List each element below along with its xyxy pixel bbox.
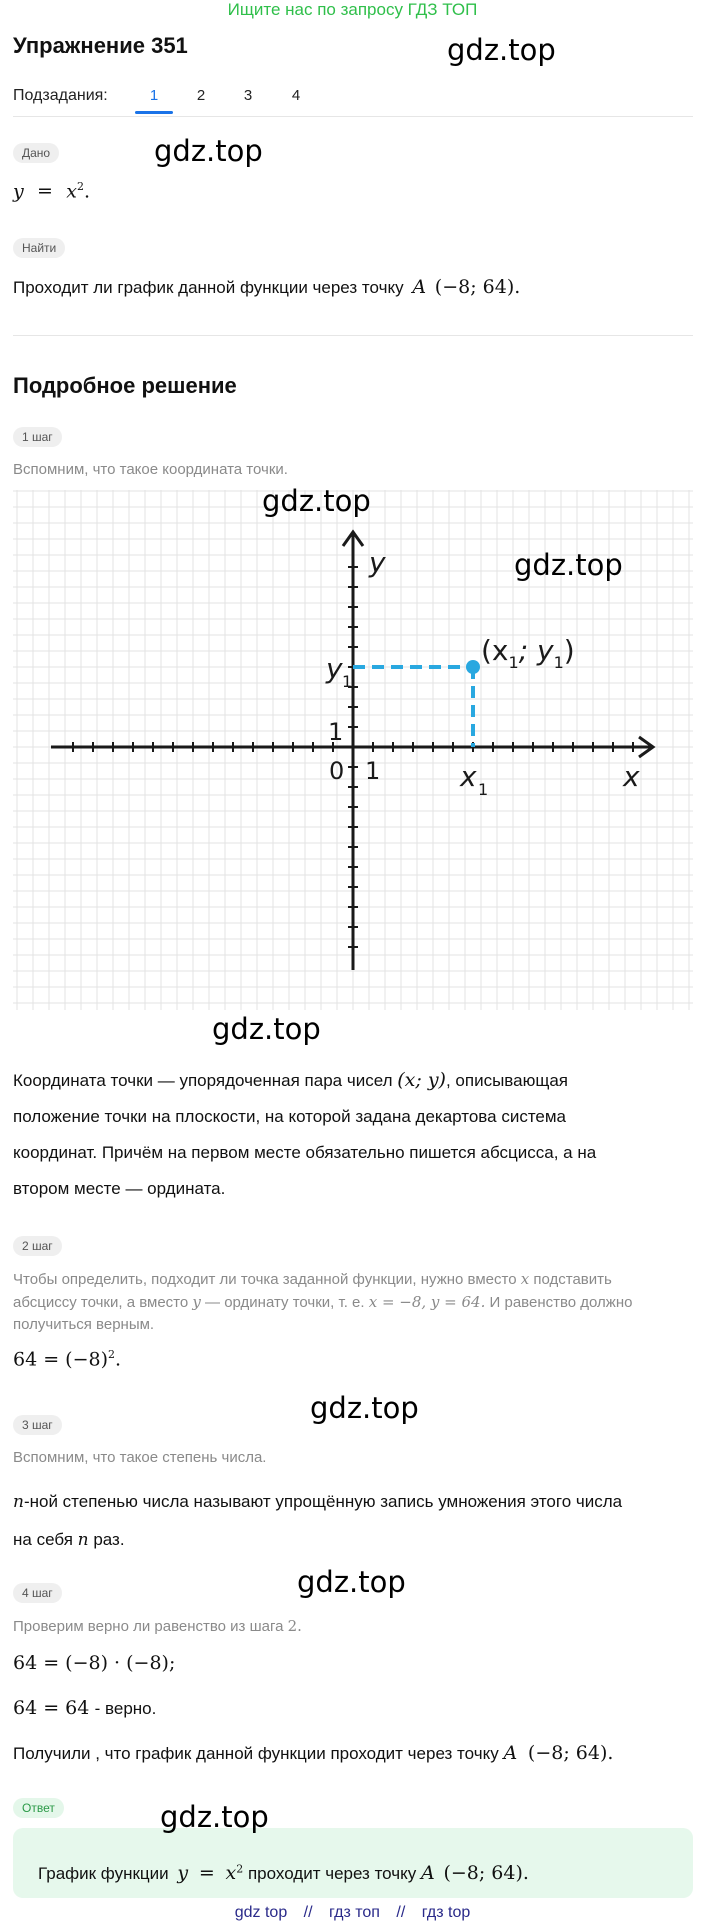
link-separator: //: [303, 1904, 313, 1921]
watermark: gdz.top: [297, 1565, 406, 1599]
y-axis-label: y: [369, 546, 386, 579]
answer-badge: Ответ: [13, 1798, 64, 1818]
search-banner: Ищите нас по запросу ГДЗ ТОП: [227, 0, 478, 19]
step-3-body: n-ной степенью числа называют упрощённую запись умножения этого числа на себя n раз.: [13, 1492, 623, 1550]
y1-subscript: 1: [342, 672, 353, 691]
step-4-badge: 4 шаг: [13, 1583, 62, 1603]
tab-subtask-1[interactable]: 1: [149, 87, 159, 104]
watermark: gdz.top: [310, 1391, 419, 1425]
origin-label: 0: [329, 757, 345, 785]
step-4-equation-1: 64 = (−8) · (−8);: [13, 1652, 176, 1674]
watermark: gdz.top: [160, 1800, 269, 1834]
step-2-hint: Чтобы определить, подходит ли точка заданной функции, нужно вместо x подставить абсциссу точки, а вместо y — ординату точки, т. е. x = −8, y = 64. И равенство должно получиться верным.: [13, 1270, 633, 1333]
link-separator: //: [396, 1904, 406, 1921]
tab-subtask-3[interactable]: 3: [243, 87, 253, 104]
step-4-conclusion: Получили , что график данной функции проходит через точку A (−8; 64).: [13, 1742, 614, 1764]
tab-subtask-2[interactable]: 2: [196, 87, 206, 104]
step-3-badge: 3 шаг: [13, 1415, 62, 1435]
divider: [13, 335, 693, 336]
watermark: gdz.top: [212, 1012, 321, 1046]
step-3-hint: Вспомним, что такое степень числа.: [13, 1449, 267, 1466]
step-4-hint: Проверим верно ли равенство из шага 2.: [13, 1617, 302, 1635]
answer-text: График функции $y = x^2$ проходит через точку A (−8; 64).: [38, 1862, 529, 1884]
divider: [13, 116, 693, 117]
step-2-badge: 2 шаг: [13, 1236, 62, 1256]
step-1-hint: Вспомним, что такое координата точки.: [13, 461, 288, 478]
link-gdz-top-latin[interactable]: gdz top: [234, 1904, 288, 1921]
exercise-title: Упражнение 351: [13, 33, 188, 58]
given-formula: $y = x^2$.: [13, 180, 90, 203]
given-badge: Дано: [13, 143, 59, 163]
point-marker: [466, 660, 480, 674]
y1-label: y: [326, 652, 343, 685]
y-one-label: 1: [328, 718, 344, 746]
watermark: gdz.top: [262, 484, 371, 518]
find-badge: Найти: [13, 238, 65, 258]
find-text: Проходит ли график данной функции через точку A (−8; 64).: [13, 276, 521, 298]
link-gdz-top-mixed[interactable]: гдз top: [421, 1904, 471, 1921]
watermark: gdz.top: [514, 548, 623, 582]
link-gdz-top-cyrillic[interactable]: гдз топ: [329, 1904, 380, 1921]
x1-subscript: 1: [478, 780, 489, 799]
step-2-equation: $64 = (-8)^2$.: [13, 1348, 122, 1371]
point-label: ($x_1$; $y_1$): [481, 634, 575, 672]
subtasks-label: Подзадания:: [13, 87, 108, 104]
active-tab-indicator: [135, 111, 173, 114]
watermark: gdz.top: [447, 33, 556, 67]
step-1-badge: 1 шаг: [13, 427, 62, 447]
x-axis-label: x: [623, 760, 640, 793]
watermark: gdz.top: [154, 134, 263, 168]
coordinate-definition: Координата точки — упорядоченная пара чисел (x; y), описывающая положение точки на плоскости, на которой задана декартова система координат. Причём на первом месте обязательно пишется абсцисса, а на втором месте — ордината.: [13, 1069, 597, 1198]
solution-title: Подробное решение: [13, 373, 237, 398]
x1-label: x: [460, 760, 477, 793]
x-one-label: 1: [365, 757, 381, 785]
tab-subtask-4[interactable]: 4: [291, 87, 301, 104]
bottom-links: [0, 1904, 705, 1922]
step-4-equation-2: 64 = 64 - верно.: [13, 1697, 157, 1719]
